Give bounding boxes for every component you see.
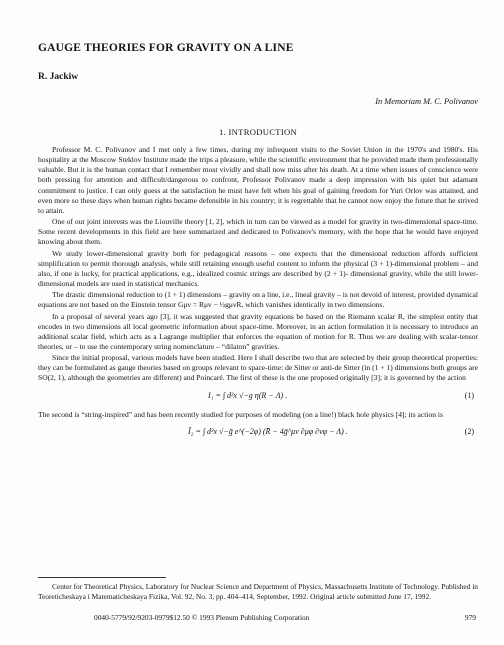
paper-title: GAUGE THEORIES FOR GRAVITY ON A LINE	[38, 42, 294, 54]
equation-2	[38, 422, 478, 444]
paragraph: We study lower-dimensional gravity both for pedagogical reasons – one expects that the dimensional reduction affords sufficient simplification to permit thorough analysis, while still retaining enough useful content to inform the physical (3 + 1)-dimensional problem – and also, if one is lucky, for practical applications, e.g., idealized cosmic strings are described by (2 + 1)- dimensional gravity, while the still lower-dimensional models are used in statistical mechanics.	[38, 248, 478, 289]
footnote-rule	[38, 577, 166, 578]
body-text	[38, 145, 478, 446]
publisher-code: 0040-5779/92/9203-0979$12.50 © 1993 Plenum Publishing Corporation	[94, 613, 310, 622]
paragraph: The second is “string-inspired” and has been recently studied for purposes of modeling (on a line!) black hole physics [4]; its action is	[38, 409, 443, 419]
footnote: Center for Theoretical Physics, Laboratory for Nuclear Science and Department of Physics, Massachusetts Institute of Technology. Published in Teoreticheskaya i Matematicheskaya Fizika, Vol. 92, No. 3, pp. 404–414, September, 1992. Original article submitted June 17, 1992.	[38, 582, 478, 601]
equation-2-number: (2)	[464, 426, 474, 436]
section-heading: 1. INTRODUCTION	[218, 127, 298, 137]
paragraph: Since the initial proposal, various models have been studied. Here I shall describe two that are selected by their group theoretical properties: they can be formulated as gauge theories based on groups relevant to space-time: de Sitter or anti-de Sitter (in (1 + 1) dimensions both groups are SO(2, 1), although the geometries are different) and Poincaré. The first of these is the one proposed originally [3]; it is governed by the action	[38, 353, 478, 383]
author-name: R. Jackiw	[38, 72, 79, 82]
paragraph: The drastic dimensional reduction to (1 + 1) dimensions – gravity on a line, i.e., lineal gravity – is not devoid of interest, provided dynamical equations are not based on the Einstein tensor Gμν = Rμν − ½gμνR, which vanishes identically in two dimensions.	[38, 290, 478, 310]
equation-1-number: (1)	[464, 390, 474, 400]
paragraph: One of our joint interests was the Liouville theory [1, 2], which in turn can be viewed as a model for gravity in two-dimensional space-time. Some recent developments in this field are here summarized and dedicated to Polivanov's memory, with the hope that he would have enjoyed knowing about them.	[38, 217, 478, 247]
dedication: In Memoriam M. C. Polivanov	[375, 97, 478, 106]
paragraph: Professor M. C. Polivanov and I met only a few times, during my infrequent visits to the Soviet Union in the 1970's and 1980's. His hospitality at the Moscow Steklov Institute made the trips a pleasure, while the scientific environment that he provided made them professionally valuable. But it is the human contact that I remember most vividly and shall now miss after his death. At a time when issues of conscience were both pressing for attention and difficult/dangerous to confront, Professor Polivanov made a deep impression with his quiet but adamant commitment to justice. I can only guess at the satisfaction he must have felt when his goal of gaining freedom for Yuri Orlov was attained, and even more so these days when human rights became defensible in his country; it is regrettable that he cannot now enjoy the future that he strived to attain.	[38, 145, 478, 215]
equation-2-math: Ī₂ = ∫ d²x √−ḡ e^(−2φ) (R̄ − 4ḡ^μν ∂μφ ∂νφ − Λ) .	[188, 426, 348, 436]
equation-1	[38, 386, 478, 408]
page-number: 979	[464, 613, 476, 622]
paragraph: In a proposal of several years ago [3], it was suggested that gravity equations be based on the Riemann scalar R, the simplest entity that encodes in two dimensions all local geometric information about space-time. Moreover, in an action formulation it is necessary to introduce an additional scalar field, which acts as a Lagrange multiplier that enforces the equation of motion for R. Thus we are dealing with scalar-tensor theories, or – to use the contemporary string nomenclature – “dilaton” gravities.	[38, 311, 478, 351]
equation-1-math: I₁ = ∫ d²x √−g η(R − Λ) .	[208, 390, 288, 400]
